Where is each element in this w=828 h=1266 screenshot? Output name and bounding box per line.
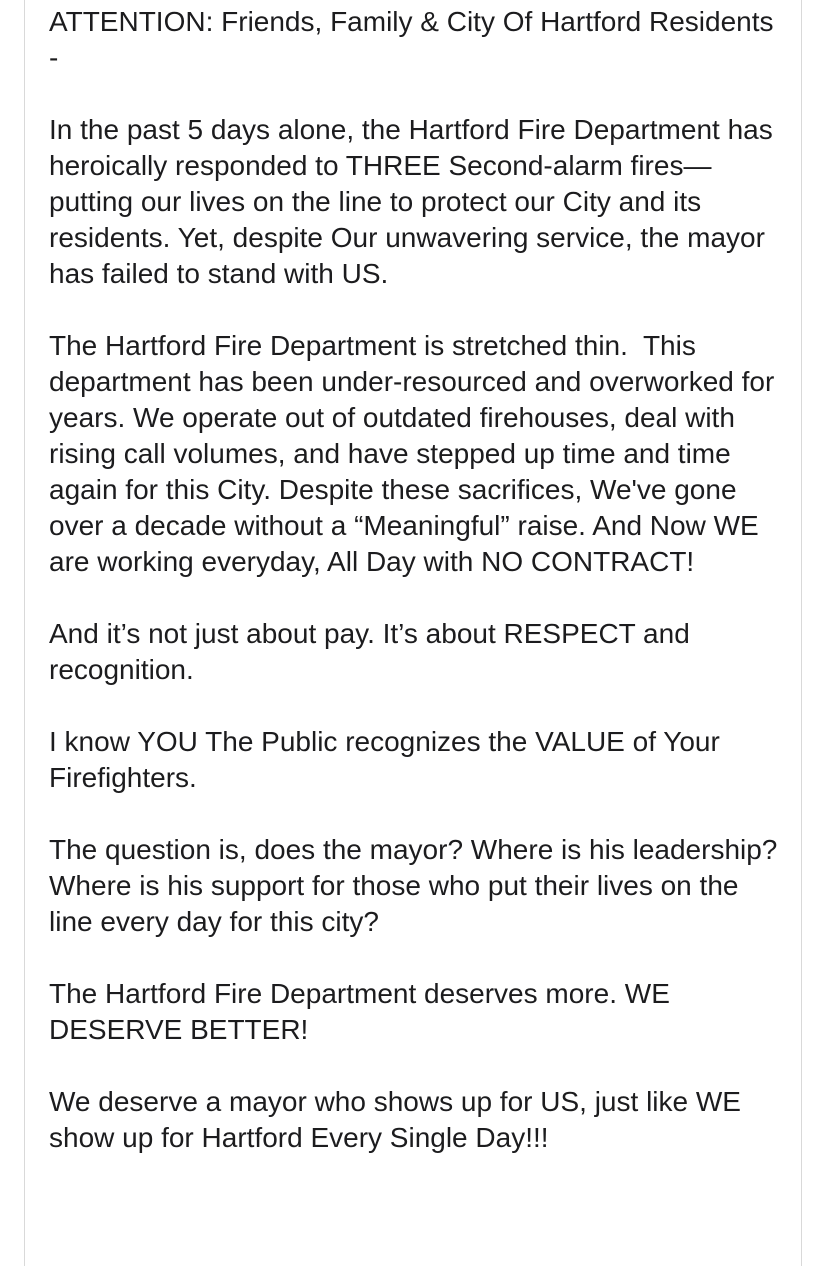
post-paragraph-closing: We deserve a mayor who shows up for US, just like WE show up for Hartford Every Single Day!!! — [49, 1086, 749, 1153]
post-paragraph-public-value: I know YOU The Public recognizes the VALUE of Your Firefighters. — [49, 726, 728, 793]
post-paragraph-respect: And it’s not just about pay. It’s about RESPECT and recognition. — [49, 618, 698, 685]
post-paragraph-stretched-thin: The Hartford Fire Department is stretched thin. This department has been under-resourced and overworked for years. We operate out of outdated firehouses, deal with rising call volumes, and have stepped up time and time again for this City. Despite these sacrifices, We've gone over a decade without a “Meaningful” raise. And Now WE are working everyday, All Day with NO CONTRACT! — [49, 330, 783, 577]
post-body — [49, 4, 785, 1156]
post-paragraph-mayor-question: The question is, does the mayor? Where is his leadership? Where is his support for those who put their lives on the line every day for this city? — [49, 834, 786, 937]
post-card — [24, 0, 802, 1266]
post-paragraph-responses: In the past 5 days alone, the Hartford Fire Department has heroically responded to THREE Second-alarm fires—putting our lives on the line to protect our City and its residents. Yet, despite Our unwavering service, the mayor has failed to stand with US. — [49, 114, 781, 289]
post-paragraph-deserve-better: The Hartford Fire Department deserves more. WE DESERVE BETTER! — [49, 978, 678, 1045]
post-paragraph-attention: ATTENTION: Friends, Family & City Of Hartford Residents - — [49, 6, 782, 73]
